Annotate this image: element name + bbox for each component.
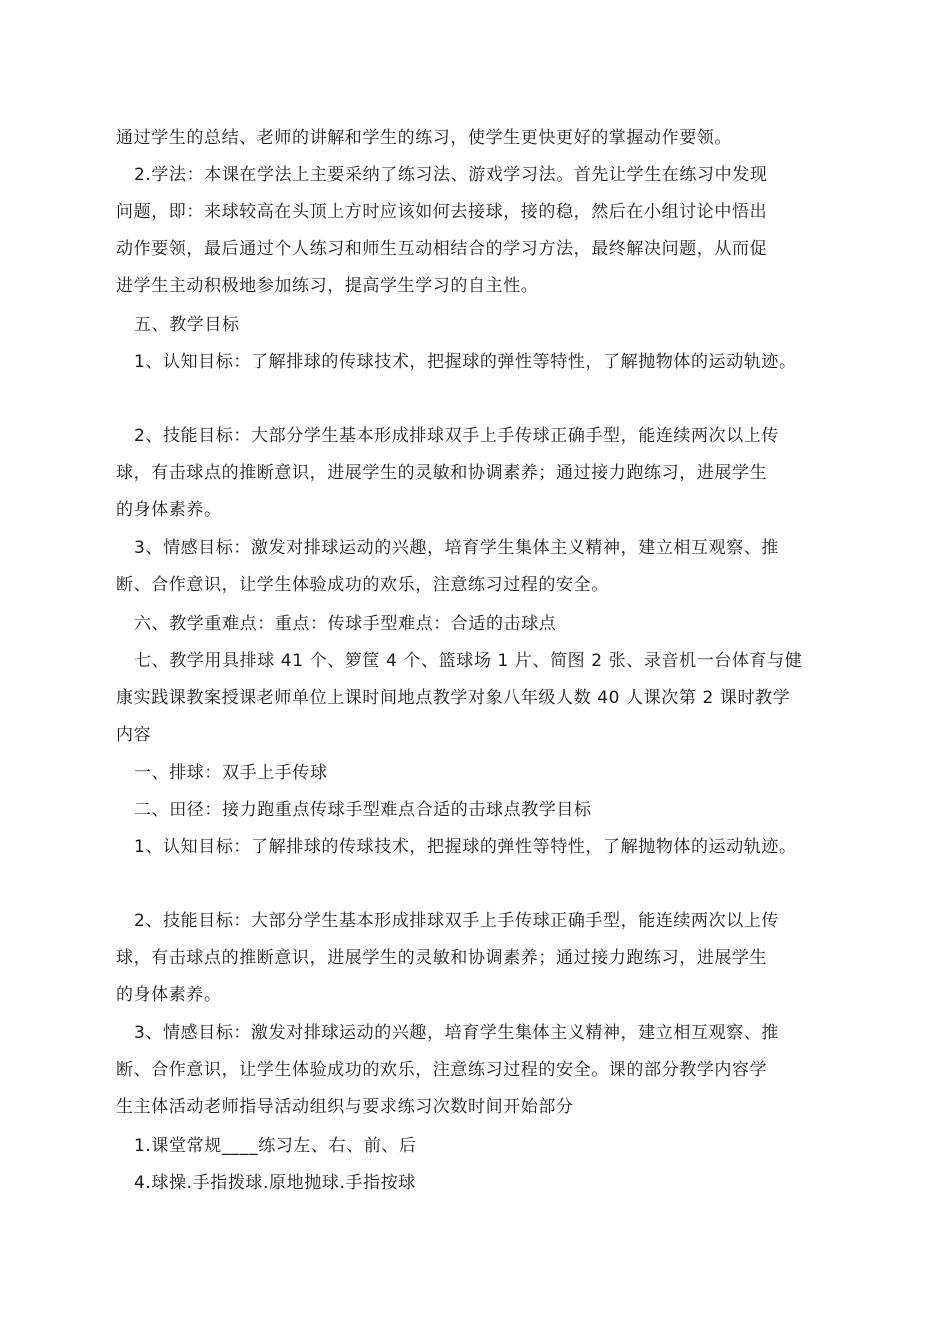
text-line: 生主体活动老师指导活动组织与要求练习次数时间开始部分 — [116, 1097, 574, 1117]
list-item: 1.课堂常规____练习左、右、前、后 — [134, 1136, 417, 1156]
text-line: 球，有击球点的推断意识，进展学生的灵敏和协调素养；通过接力跑练习，进展学生 — [116, 463, 768, 483]
text-line: 1、认知目标：了解排球的传球技术，把握球的弹性等特性，了解抛物体的运动轨迹。 — [134, 352, 797, 372]
text-line: 断、合作意识，让学生体验成功的欢乐，注意练习过程的安全。课的部分教学内容学 — [116, 1060, 768, 1080]
text-line: 1、认知目标：了解排球的传球技术，把握球的弹性等特性，了解抛物体的运动轨迹。 — [134, 837, 797, 857]
text-line: 问题，即：来球较高在头顶上方时应该如何去接球，接的稳，然后在小组讨论中悟出 — [116, 202, 768, 222]
text-line: 进学生主动积极地参加练习，提高学生学习的自主性。 — [116, 276, 539, 296]
section-heading: 一、排球：双手上手传球 — [134, 763, 328, 783]
section-heading: 五、教学目标 — [134, 315, 240, 335]
text-line: 动作要领，最后通过个人练习和师生互动相结合的学习方法，最终解决问题，从而促 — [116, 239, 768, 259]
text-line: 的身体素养。 — [116, 500, 222, 520]
text-line: 的身体素养。 — [116, 985, 222, 1005]
list-item: 4.球操.手指拨球.原地抛球.手指按球 — [134, 1173, 416, 1193]
text-line: 球，有击球点的推断意识，进展学生的灵敏和协调素养；通过接力跑练习，进展学生 — [116, 948, 768, 968]
text-line: 断、合作意识，让学生体验成功的欢乐，注意练习过程的安全。 — [116, 575, 609, 595]
text-line: 2、技能目标：大部分学生基本形成排球双手上手传球正确手型，能连续两次以上传 — [134, 911, 780, 931]
text-line: 七、教学用具排球 41 个、箩筐 4 个、篮球场 1 片、简图 2 张、录音机一台体育与健 — [134, 651, 803, 671]
text-line: 2.学法：本课在学法上主要采纳了练习法、游戏学习法。首先让学生在练习中发现 — [134, 165, 768, 185]
text-line: 2、技能目标：大部分学生基本形成排球双手上手传球正确手型，能连续两次以上传 — [134, 426, 780, 446]
text-line: 康实践课教案授课老师单位上课时间地点教学对象八年级人数 40 人课次第 2 课时教学 — [116, 688, 791, 708]
section-heading: 二、田径：接力跑重点传球手型难点合适的击球点教学目标 — [134, 800, 592, 820]
section-heading: 六、教学重难点：重点：传球手型难点：合适的击球点 — [134, 614, 557, 634]
text-line: 3、情感目标：激发对排球运动的兴趣，培育学生集体主义精神，建立相互观察、推 — [134, 538, 780, 558]
text-line: 内容 — [116, 725, 152, 745]
text-line: 通过学生的总结、老师的讲解和学生的练习，使学生更快更好的掌握动作要领。 — [116, 128, 732, 148]
text-line: 3、情感目标：激发对排球运动的兴趣，培育学生集体主义精神，建立相互观察、推 — [134, 1023, 780, 1043]
